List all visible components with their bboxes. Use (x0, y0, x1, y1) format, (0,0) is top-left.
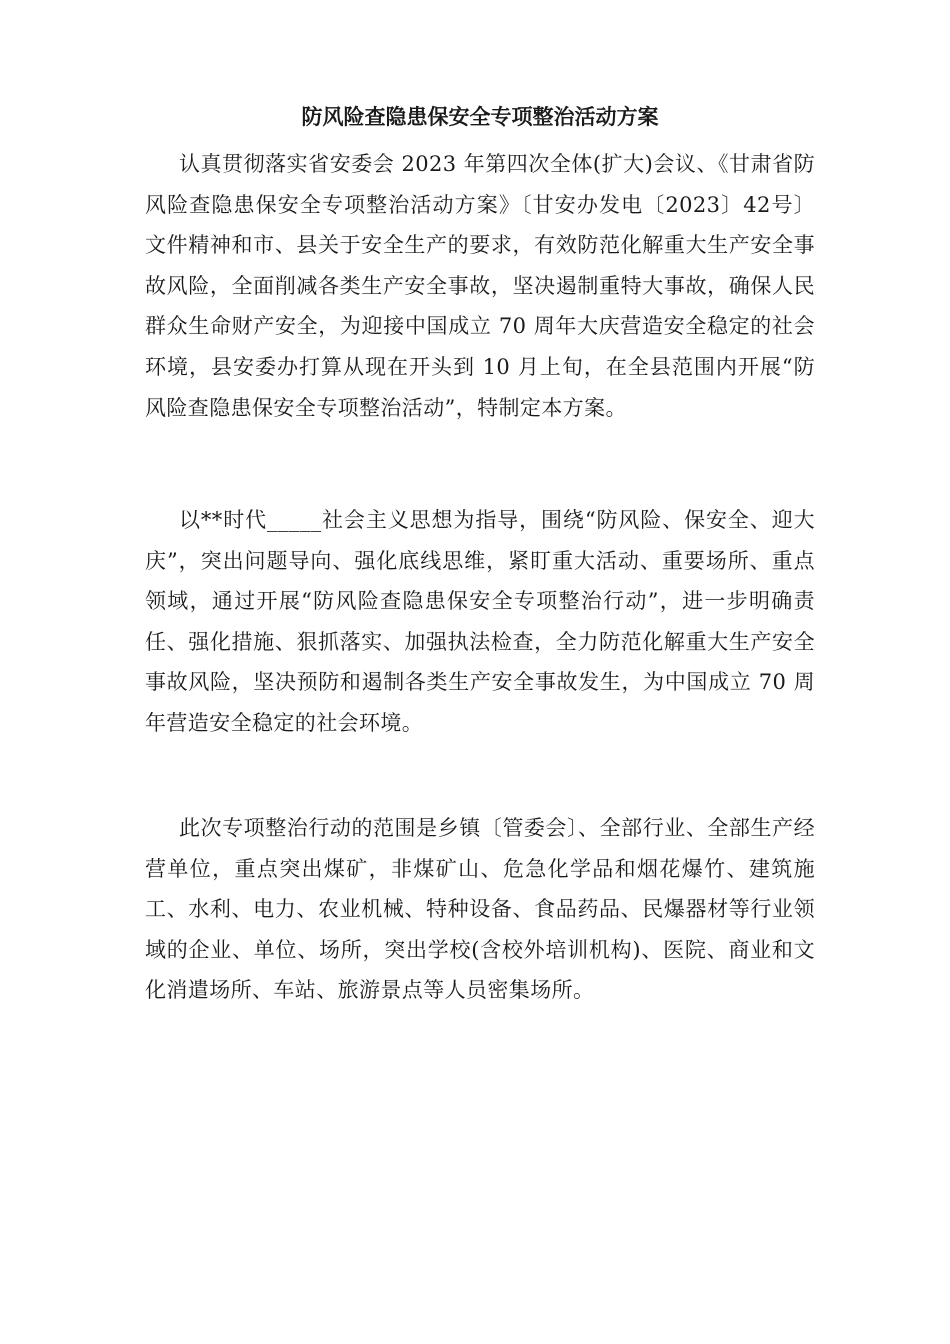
paragraph-scope: 此次专项整治行动的范围是乡镇〔管委会〕、全部行业、全部生产经营单位，重点突出煤矿，非煤矿山、危急化学品和烟花爆竹、建筑施工、水利、电力、农业机械、特种设备、食品药品、民爆器材等行业领域的企业、单位、场所，突出学校(含校外培训机构)、医院、商业和文化消遣场所、车站、旅游景点等人员密集场所。 (145, 816, 815, 1003)
paragraph-guiding-ideology: 以**时代_____社会主义思想为指导，围绕“防风险、保安全、迎大庆”，突出问题导向、强化底线思维，紧盯重大活动、重要场所、重点领域，通过开展“防风险查隐患保安全专项整治行动”，进一步明确责任、强化措施、狠抓落实、加强执法检查，全力防范化解重大生产安全事故风险，坚决预防和遏制各类生产安全事故发生，为中国成立 70 周年营造安全稳定的社会环境。 (145, 508, 815, 735)
paragraph-background: 认真贯彻落实省安委会 2023 年第四次全体(扩大)会议、《甘肃省防风险查隐患保安全专项整治活动方案》〔甘安办发电〔2023〕42号〕文件精神和市、县关于安全生产的要求，有效防范化解重大生产安全事故风险，全面削减各类生产安全事故，坚决遏制重特大事故，确保人民群众生命财产安全，为迎接中国成立 70 周年大庆营造安全稳定的社会环境，县安委办打算从现在开头到 10 月上旬，在全县范围内开展“防风险查隐患保安全专项整治活动”，特制定本方案。 (145, 152, 815, 420)
document-title: 防风险查隐患保安全专项整治活动方案 (301, 104, 659, 129)
